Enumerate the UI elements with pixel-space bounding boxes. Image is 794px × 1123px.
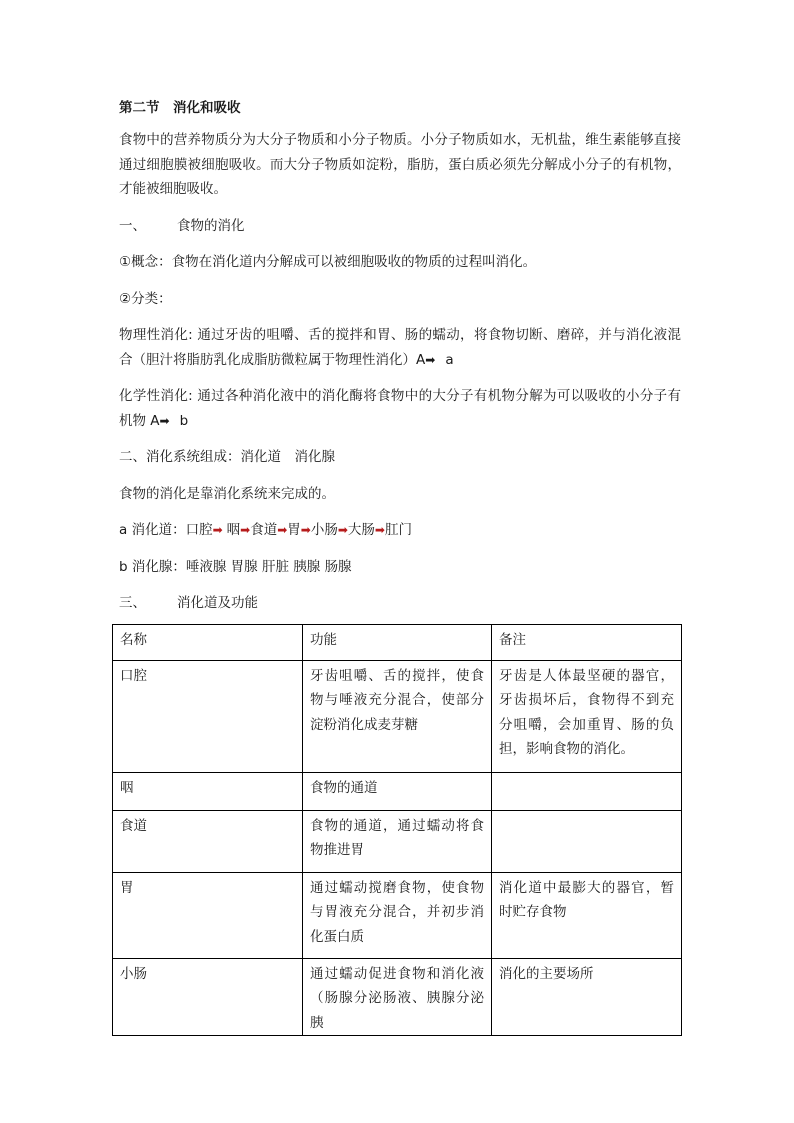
chemical-digestion-text: 化学性消化: 通过各种消化液中的消化酶将食物中的大分子有机物分解为可以吸收的小分子有机物 A [119, 388, 681, 429]
organ-function-cell: 牙齿咀嚼、舌的搅拌，使食物与唾液充分混合，使部分淀粉消化成麦芽糖 [303, 660, 492, 772]
part3-number: 三、 [119, 595, 146, 611]
organ-name-cell: 胃 [113, 872, 303, 958]
table-row [113, 958, 682, 1036]
right-arrow-icon: ➡ [425, 352, 436, 367]
right-arrow-icon: ➡ [277, 523, 288, 537]
chemical-digestion-target: b [179, 412, 189, 429]
section-title: 第二节 消化和吸收 [119, 100, 241, 116]
tract-organ: 食道 [250, 522, 278, 538]
organ-name-cell: 口腔 [113, 660, 303, 772]
organ-name-cell: 食道 [113, 810, 303, 872]
chemical-digestion-paragraph [119, 384, 681, 433]
tract-organ: 口腔 [185, 522, 213, 538]
part1-heading [119, 214, 681, 239]
right-arrow-icon: ➡ [240, 523, 251, 537]
organ-note-cell [492, 810, 682, 872]
digestive-glands-line [119, 555, 681, 580]
concept-paragraph: ①概念：食物在消化道内分解成可以被细胞吸收的物质的过程叫消化。 [119, 254, 537, 270]
table-header-note: 备注 [492, 624, 682, 660]
tract-prefix: a 消化道： [119, 522, 186, 538]
table-header-function: 功能 [303, 624, 492, 660]
table-row [113, 872, 682, 958]
organ-name-cell: 小肠 [113, 958, 303, 1036]
gland-item: 唾液腺 [185, 558, 227, 575]
organ-note-cell: 牙齿是人体最坚硬的器官，牙齿损坏后，食物得不到充分咀嚼，会加重胃、肠的负担，影响食物的消化。 [492, 660, 682, 772]
organ-function-cell: 通过蠕动促进食物和消化液（肠腺分泌肠液、胰腺分泌胰 [303, 958, 492, 1036]
organ-note-cell: 消化道中最膨大的器官，暂时贮存食物 [492, 872, 682, 958]
organ-function-cell: 通过蠕动搅磨食物，使食物与胃液充分混合，并初步消化蛋白质 [303, 872, 492, 958]
table-header-name: 名称 [113, 624, 303, 660]
classify-label: ②分类： [119, 290, 172, 307]
tract-organ: 大肠 [347, 522, 375, 538]
part3-title: 消化道及功能 [177, 595, 258, 611]
tract-organ: 小肠 [310, 522, 338, 538]
tract-organ: 胃 [287, 522, 301, 538]
physical-digestion-text: 物理性消化: 通过牙齿的咀嚼、舌的搅拌和胃、肠的蠕动，将食物切断、磨碎，并与消化液混合（胆汁将脂肪乳化成脂肪微粒属于物理性消化）A [119, 327, 681, 368]
digestive-tract-line [119, 518, 681, 543]
right-arrow-icon: ➡ [374, 523, 385, 537]
table-row [113, 772, 682, 810]
glands-prefix: b 消化腺： [119, 558, 186, 575]
tract-organ: 肛门 [384, 522, 412, 538]
organ-function-cell: 食物的通道，通过蠕动将食物推进胃 [303, 810, 492, 872]
document-page [119, 96, 681, 1036]
gland-item: 胃腺 [230, 558, 258, 575]
table-row [113, 660, 682, 772]
table-header-row [113, 624, 682, 660]
right-arrow-icon: ➡ [159, 413, 170, 428]
intro-paragraph: 食物中的营养物质分为大分子物质和小分子物质。小分子物质如水，无机盐，维生素能够直接通过细胞膜被细胞吸收。而大分子物质如淀粉，脂肪，蛋白质必须先分解成小分子的有机物，才能被细胞吸收。 [119, 132, 681, 197]
right-arrow-icon: ➡ [337, 523, 348, 537]
right-arrow-icon: ➡ [212, 523, 223, 537]
gland-item: 肠腺 [324, 558, 352, 575]
physical-digestion-paragraph [119, 323, 681, 372]
part2-heading: 二、消化系统组成：消化道 消化腺 [119, 449, 335, 465]
gland-item: 肝脏 [261, 558, 289, 575]
gland-item: 胰腺 [293, 558, 321, 575]
organ-function-cell: 食物的通道 [303, 772, 492, 810]
digestive-tract-table [112, 624, 682, 1037]
organ-name-cell: 咽 [113, 772, 303, 810]
physical-digestion-target: a [445, 351, 454, 368]
part1-number: 一、 [119, 217, 146, 234]
organ-note-cell [492, 772, 682, 810]
part3-heading [119, 591, 681, 616]
part1-title: 食物的消化 [177, 217, 245, 234]
system-note: 食物的消化是靠消化系统来完成的。 [119, 485, 335, 502]
table-row [113, 810, 682, 872]
tract-organ: 咽 [226, 522, 241, 538]
organ-note-cell: 消化的主要场所 [492, 958, 682, 1036]
right-arrow-icon: ➡ [300, 523, 311, 537]
